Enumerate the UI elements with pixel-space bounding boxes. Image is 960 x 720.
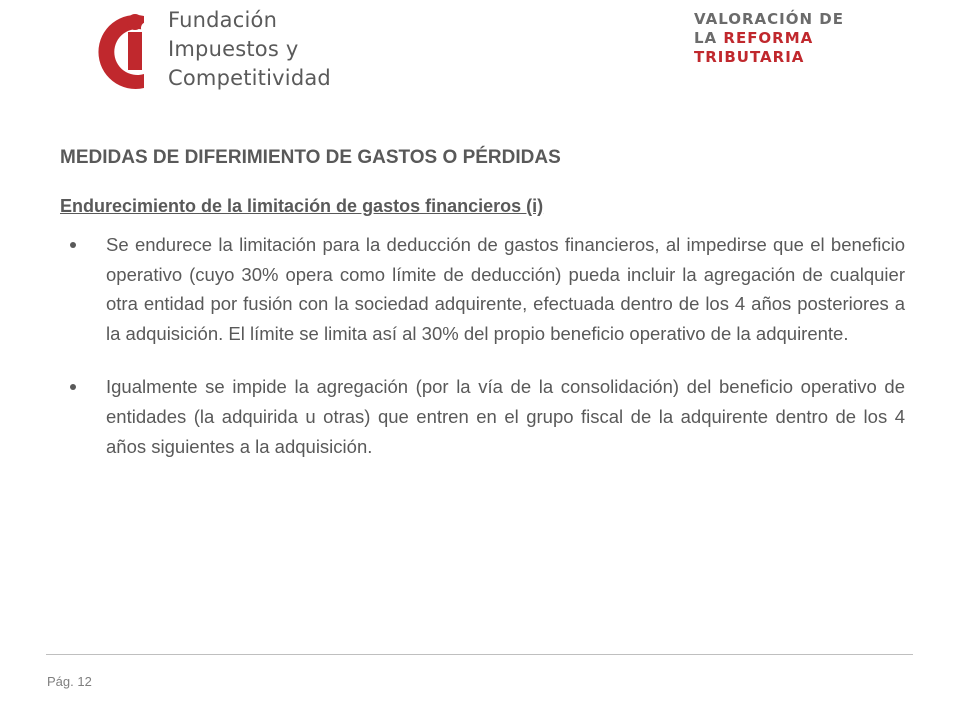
logo-line-3: Competitividad — [168, 66, 331, 90]
list-item — [60, 372, 905, 461]
bullet-text: Se endurece la limitación para la deducción de gastos financieros, al impedirse que el beneficio operativo (cuyo 30% opera como límite de deducción) pueda incluir la agregación de cualquier otra entidad por fusión con la sociedad adquirente, efectuada dentro de los 4 años posteriores a la adquisición. El límite se limita así al 30% del propio beneficio operativo de la adquirente. — [106, 234, 905, 344]
bullet-list — [60, 230, 905, 485]
list-item — [60, 230, 905, 348]
header-line-3: TRIBUTARIA — [694, 48, 805, 66]
header-section-title — [694, 10, 844, 67]
logo-line-2: Impuestos y — [168, 37, 299, 61]
logo-line-1: Fundación — [168, 8, 278, 32]
bullet-icon — [70, 384, 76, 390]
header-line-1: VALORACIÓN DE — [694, 10, 844, 28]
footer-divider — [46, 654, 913, 655]
header-line-2-plain: LA — [694, 29, 724, 47]
logo-wordmark — [168, 6, 331, 93]
page-title: MEDIDAS DE DIFERIMIENTO DE GASTOS O PÉRDIDAS — [60, 147, 561, 168]
page-number: Pág. 12 — [47, 674, 92, 689]
bullet-text: Igualmente se impide la agregación (por la vía de la consolidación) del beneficio operativo de entidades (la adquirida u otras) que entren en el grupo fiscal de la adquirente dentro de los 4 años siguientes a la adquisición. — [106, 376, 905, 457]
header-line-2-accent: REFORMA — [723, 29, 814, 47]
header-line-2 — [694, 29, 844, 48]
bullet-icon — [70, 242, 76, 248]
section-subtitle: Endurecimiento de la limitación de gastos financieros (i) — [60, 196, 544, 216]
